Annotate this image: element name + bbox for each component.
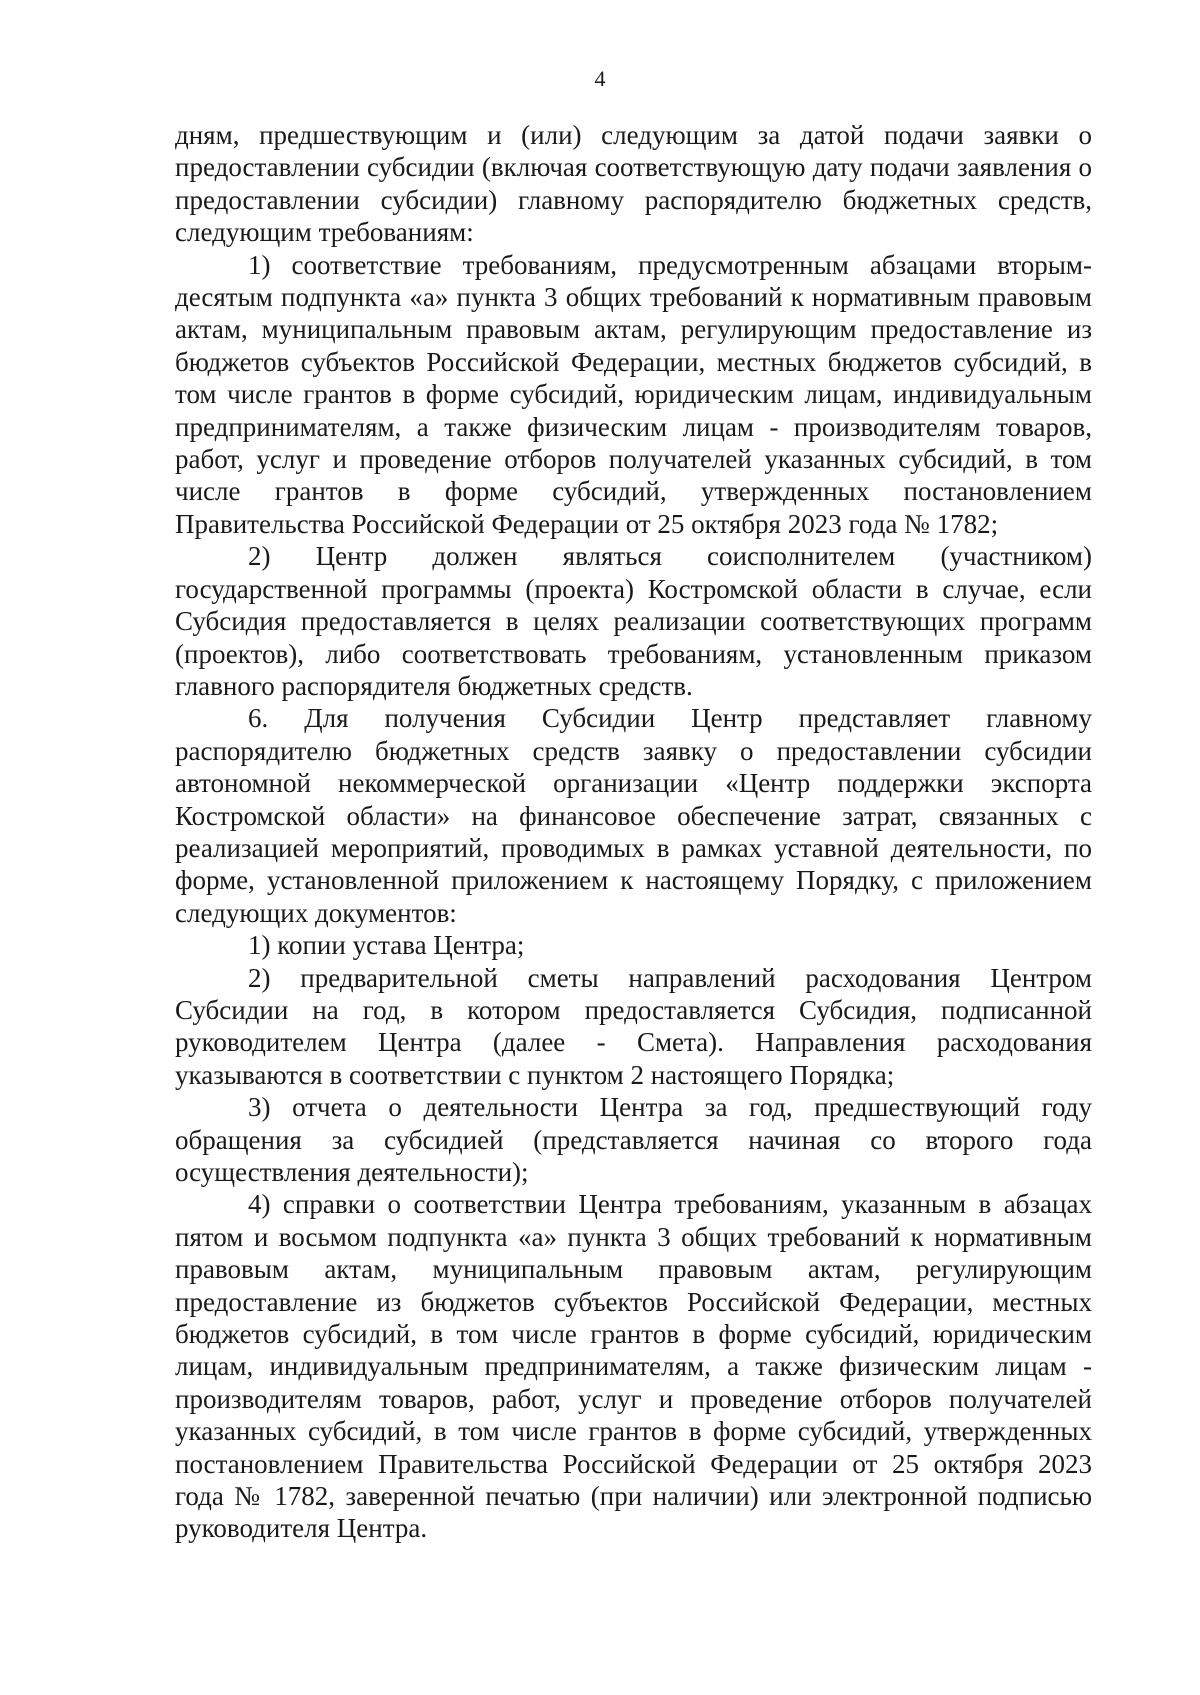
paragraph-section-6: 6. Для получения Субсидии Центр представляет главному распорядителю бюджетных средств заявку о предоставлении субсидии автономной некоммерческой организации «Центр поддержки экспорта Костромской области» на финансовое обеспечение затрат, связанных с реализацией мероприятий, проводимых в рамках уставной деятельности, по форме, установленной приложением к настоящему Порядку, с приложением следующих документов: [175, 703, 1092, 928]
page-number: 4 [594, 66, 606, 91]
paragraph-document-1: 1) копии устава Центра; [248, 930, 525, 961]
paragraph-document-4: 4) справки о соответствии Центра требованиям, указанным в абзацах пятом и восьмом подпункта «а» пункта 3 общих требований к нормативным правовым актам, муниципальным правовым актам, регулирующим предоставление из бюджетов субъектов Российской Федерации, местных бюджетов субсидий, в том числе грантов в форме субсидий, юридическим лицам, индивидуальным предпринимателям, а также физическим лицам - производителям товаров, работ, услуг и проведение отборов получателей указанных субсидий, в том числе грантов в форме субсидий, утвержденных постановлением Правительства Российской Федерации от 25 октября 2023 года № 1782, заверенной печатью (при наличии) или электронной подписью руководителя Центра. [175, 1189, 1092, 1544]
paragraph-requirement-2: 2) Центр должен являться соисполнителем (участником) государственной программы (проекта) Костромской области в случае, если Субсидия предоставляется в целях реализации соответствующих программ (проектов), либо соответствовать требованиям, установленным приказом главного распорядителя бюджетных средств. [175, 541, 1092, 701]
paragraph-requirement-1: 1) соответствие требованиям, предусмотренным абзацами вторым-десятым подпункта «а» пункта 3 общих требований к нормативным правовым актам, муниципальным правовым актам, регулирующим предоставление из бюджетов субъектов Российской Федерации, местных бюджетов субсидий, в том числе грантов в форме субсидий, юридическим лицам, индивидуальным предпринимателям, а также физическим лицам - производителям товаров, работ, услуг и проведение отборов получателей указанных субсидий, в том числе грантов в форме субсидий, утвержденных постановлением Правительства Российской Федерации от 25 октября 2023 года № 1782; [175, 249, 1092, 539]
paragraph-intro-continuation: дням, предшествующим и (или) следующим за датой подачи заявки о предоставлении субсидии (включая соответствующую дату подачи заявления о предоставлении субсидии) главному распорядителю бюджетных средств, следующим требованиям: [175, 120, 1092, 248]
document-body [175, 119, 1092, 1545]
paragraph-document-3: 3) отчета о деятельности Центра за год, предшествующий году обращения за субсидией (представляется начиная со второго года осуществления деятельности); [175, 1092, 1092, 1187]
paragraph-document-2: 2) предварительной сметы направлений расходования Центром Субсидии на год, в котором предоставляется Субсидия, подписанной руководителем Центра (далее - Смета). Направления расходования указываются в соответствии с пунктом 2 настоящего Порядка; [175, 962, 1092, 1090]
